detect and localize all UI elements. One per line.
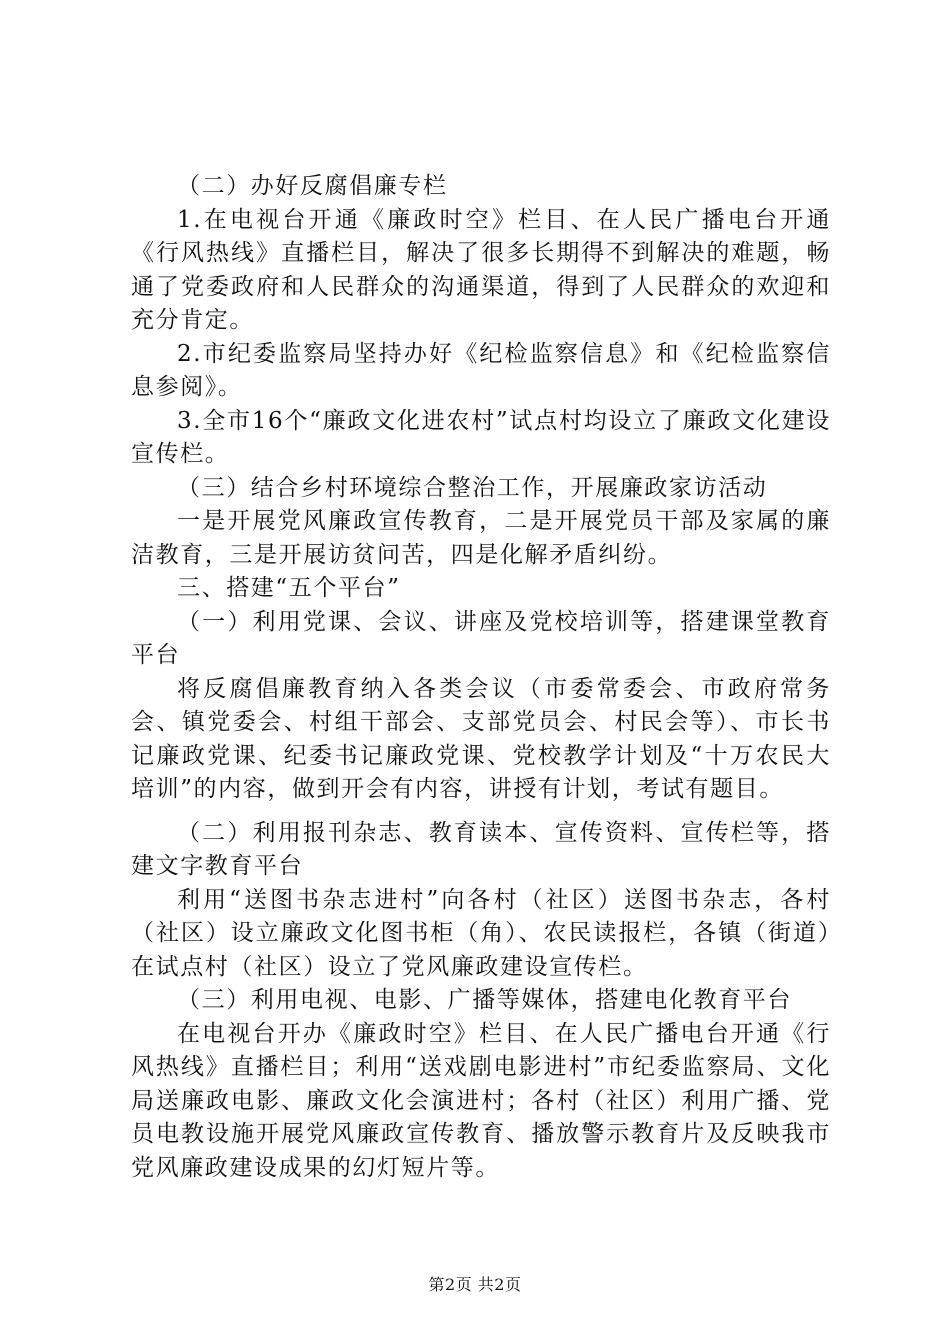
subsection-heading-3-2: （二）利用报刊杂志、教育读本、宣传资料、宣传栏等，搭建文字教育平台 bbox=[131, 819, 831, 879]
section-heading-3: 三、搭建“五个平台” bbox=[177, 575, 401, 601]
paragraph: 一是开展党风廉政宣传教育，二是开展党员干部及家属的廉洁教育，三是开展访贫问苦，四是化解矛盾纠纷。 bbox=[131, 508, 831, 568]
subsection-heading-3-1: （一）利用党课、会议、讲座及党校培训等，搭建课堂教育平台 bbox=[131, 608, 831, 668]
paragraph: 将反腐倡廉教育纳入各类会议（市委常委会、市政府常务会、镇党委会、村组干部会、支部党员会、村民会等）、市长书记廉政党课、纪委书记廉政党课、党校教学计划及“十万农民大培训”的内容，做到开会有内容，讲授有计划，考试有题目。 bbox=[131, 675, 831, 802]
paragraph: 利用“送图书杂志进村”向各村（社区）送图书杂志，各村（社区）设立廉政文化图书柜（角）、农民读报栏，各镇（街道）在试点村（社区）设立了党风廉政建设宣传栏。 bbox=[131, 886, 831, 980]
paragraph: 在电视台开办《廉政时空》栏目、在人民广播电台开通《行风热线》直播栏目；利用“送戏剧电影进村”市纪委监察局、文化局送廉政电影、廉政文化会演进村；各村（社区）利用广播、党员电教设施开展党风廉政宣传教育、播放警示教育片及反映我市党风廉政建设成果的幻灯短片等。 bbox=[131, 1020, 831, 1181]
page-footer bbox=[0, 1272, 950, 1295]
list-item-2: 2.市纪委监察局坚持办好《纪检监察信息》和《纪检监察信息参阅》。 bbox=[131, 340, 831, 400]
list-item-1: 1.在电视台开通《廉政时空》栏目、在人民广播电台开通《行风热线》直播栏目，解决了很多长期得不到解决的难题，畅通了党委政府和人民群众的沟通渠道，得到了人民群众的欢迎和充分肯定。 bbox=[131, 206, 831, 333]
list-item-3: 3.全市16个“廉政文化进农村”试点村均设立了廉政文化建设宣传栏。 bbox=[131, 407, 831, 467]
section-heading-2-2: （二）办好反腐倡廉专栏 bbox=[177, 173, 448, 199]
subsection-heading-3-3: （三）利用电视、电影、广播等媒体，搭建电化教育平台 bbox=[177, 987, 792, 1013]
section-heading-2-3: （三）结合乡村环境综合整治工作，开展廉政家访活动 bbox=[177, 474, 768, 501]
document-body bbox=[131, 170, 831, 1185]
page-number: 第2页 共2页 bbox=[428, 1275, 522, 1294]
